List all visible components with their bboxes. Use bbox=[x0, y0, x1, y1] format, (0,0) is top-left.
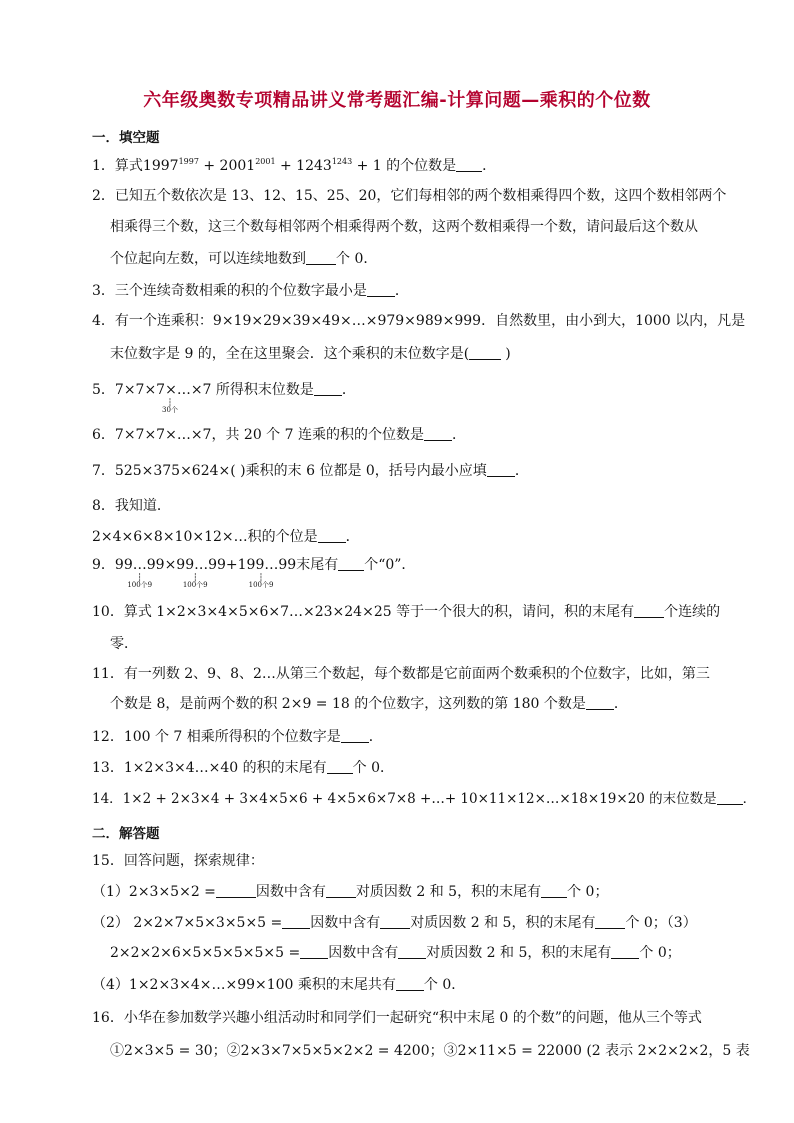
q1-exp-1: 1997 bbox=[178, 157, 199, 166]
answer-blank bbox=[396, 976, 424, 991]
question-13 bbox=[92, 759, 394, 777]
question-15-head: 15．回答问题，探索规律： bbox=[92, 853, 264, 869]
q14-end: ． bbox=[742, 791, 757, 807]
question-8-line-2 bbox=[92, 528, 360, 546]
question-11-line-2 bbox=[110, 695, 628, 713]
q12-end: ． bbox=[368, 729, 383, 745]
answer-blank bbox=[469, 345, 501, 360]
question-4-line-1: 4．有一个连乘积：9×19×29×39×49×…×979×989×999．自然数里，由小到大，1000 以内，凡是 bbox=[92, 313, 746, 329]
q15-3-text: 因数中含有 bbox=[328, 945, 399, 961]
q2-text-end: 个 0． bbox=[336, 251, 378, 267]
answer-blank bbox=[611, 944, 639, 959]
q15-4-end: 个 0． bbox=[423, 977, 466, 993]
q15-4-text: （4）1×2×3×4×…×99×100 乘积的末尾共有 bbox=[92, 977, 396, 993]
q8-end: ． bbox=[345, 529, 360, 545]
q9-term-1 bbox=[114, 556, 165, 589]
answer-blank bbox=[326, 883, 356, 898]
q9-term-2 bbox=[164, 556, 226, 589]
answer-blank bbox=[338, 556, 364, 571]
question-2-line-1: 2．已知五个数依次是 13、12、15、25、20，它们每相邻的两个数相乘得四个数，这四个数相邻两个 bbox=[92, 188, 727, 204]
q15-1-text-2: 对质因数 2 和 5，积的末尾有 bbox=[355, 884, 542, 900]
q9-underbrace-label: ┆ 100个9 bbox=[183, 575, 208, 589]
q11-text: 个数是 8，是前两个数的积 2×9 = 18 的个位数字，这列数的第 180 个数是 bbox=[110, 696, 586, 712]
q1-end: ． bbox=[482, 158, 497, 174]
question-16-line-1: 16．小华在参加数学兴趣小组活动时和同学们一起研究“积中末尾 0 的个数”的问题，他从三个等式 bbox=[92, 1010, 702, 1026]
question-15-part-2 bbox=[92, 914, 697, 932]
question-15-part-1 bbox=[92, 883, 608, 901]
q14-text: 14．1×2 + 2×3×4 + 3×4×5×6 + 4×5×6×7×8 +…+ 10×11×12×…×18×19×20 的末位数是 bbox=[92, 791, 717, 807]
answer-blank bbox=[717, 790, 743, 805]
q3-end: ． bbox=[394, 283, 409, 299]
q3-text: 3．三个连续奇数相乘的积的个位数字最小是 bbox=[92, 283, 367, 299]
question-15-part-4 bbox=[92, 976, 465, 994]
q9-term-3-text: +199…99 bbox=[225, 557, 297, 573]
q1-text-post: + 1 的个位数是 bbox=[352, 158, 457, 174]
question-10-line-2: 零． bbox=[110, 636, 138, 652]
document-title: 六年级奥数专项精品讲义常考题汇编-计算问题—乘积的个位数 bbox=[143, 90, 651, 111]
q6-end: ． bbox=[451, 427, 466, 443]
q9-end: 个“0”． bbox=[364, 557, 416, 573]
answer-blank bbox=[398, 944, 426, 959]
q9-number: 9． bbox=[92, 557, 115, 573]
q15-2-text: 因数中含有 bbox=[310, 915, 381, 931]
q15-1-end: 个 0； bbox=[567, 884, 609, 900]
answer-blank bbox=[318, 528, 346, 543]
question-15-part-3 bbox=[110, 944, 681, 962]
answer-blank bbox=[487, 462, 515, 477]
question-11-line-1: 11．有一列数 2、9、8、2…从第三个数起，每个数都是它前面两个数乘积的个位数字，比如，第三 bbox=[92, 666, 710, 682]
q15-2-end: 个 0；（3） bbox=[625, 915, 697, 931]
section-heading-fill-blank: 一．填空题 bbox=[92, 130, 160, 146]
q13-text: 13．1×2×3×4…×40 的积的末尾有 bbox=[92, 760, 327, 776]
q1-exp-3: 1243 bbox=[331, 157, 353, 166]
answer-blank bbox=[300, 944, 328, 959]
q5-product bbox=[92, 381, 314, 414]
q7-end: ． bbox=[514, 463, 529, 479]
question-3 bbox=[92, 282, 409, 300]
q4-text: 末位数字是 9 的，全在这里聚会．这个乘积的末位数字是( bbox=[110, 346, 470, 362]
answer-blank bbox=[367, 282, 395, 297]
q15-1-expr: （1）2×3×5×2 = bbox=[92, 884, 216, 900]
q9-underbrace-label: ┆ 100个9 bbox=[249, 575, 274, 589]
answer-blank bbox=[634, 603, 664, 618]
q2-text: 个位起向左数，可以连续地数到 bbox=[110, 251, 306, 267]
q1-base-1: 1997 bbox=[142, 158, 179, 174]
q1-text: 1．算式 bbox=[92, 158, 143, 174]
q9-text: 末尾有 bbox=[296, 557, 339, 573]
question-1 bbox=[92, 157, 496, 175]
q1-base-2: + 2001 bbox=[198, 158, 256, 174]
q4-end: ) bbox=[505, 346, 511, 362]
q15-2-expr: （2） 2×2×7×5×3×5×5 = bbox=[92, 915, 283, 931]
q1-exp-2: 2001 bbox=[255, 157, 276, 166]
q15-2-text-2: 对质因数 2 和 5，积的末尾有 bbox=[410, 915, 596, 931]
answer-blank bbox=[424, 426, 452, 441]
answer-blank bbox=[314, 381, 342, 396]
q6-text: 6．7×7×7×…×7，共 20 个 7 连乘的积的个位数是 bbox=[92, 427, 424, 443]
question-9 bbox=[92, 556, 416, 589]
question-7 bbox=[92, 462, 529, 480]
q15-1-text: 因数中含有 bbox=[255, 884, 326, 900]
q9-term-2-text: ×99…99 bbox=[164, 557, 226, 573]
q12-text: 12．100 个 7 相乘所得积的个位数字是 bbox=[92, 729, 341, 745]
question-10-line-1 bbox=[92, 603, 720, 621]
q13-end: 个 0． bbox=[352, 760, 394, 776]
answer-blank bbox=[595, 914, 625, 929]
section-heading-answer: 二．解答题 bbox=[92, 826, 160, 842]
q7-text: 7．525×375×624×( )乘积的末 6 位都是 0，括号内最小应填 bbox=[92, 463, 487, 479]
question-12 bbox=[92, 728, 383, 746]
q15-3-end: 个 0； bbox=[639, 945, 681, 961]
question-8-line-1: 8．我知道． bbox=[92, 498, 171, 514]
q11-end: ． bbox=[613, 696, 628, 712]
q9-underbrace-label: ┆ 100个9 bbox=[127, 575, 152, 589]
answer-blank bbox=[456, 157, 482, 172]
q15-3-text-2: 对质因数 2 和 5，积的末尾有 bbox=[426, 945, 612, 961]
q5-end: ． bbox=[341, 382, 356, 398]
question-4-line-2 bbox=[110, 345, 511, 363]
question-16-line-2: ①2×3×5 = 30；②2×3×7×5×5×2×2 = 4200；③2×11×5 = 22000 (2 表示 2×2×2×2，5 表 bbox=[110, 1043, 750, 1059]
question-2-line-3 bbox=[110, 250, 377, 268]
answer-blank bbox=[327, 759, 353, 774]
question-2-line-2: 相乘得三个数，这三个数每相邻两个相乘得两个数，这两个数相乘得一个数，请问最后这个数从 bbox=[110, 219, 698, 235]
q10-text: 10．算式 1×2×3×4×5×6×7…×23×24×25 等于一个很大的积，请问，积的末尾有 bbox=[92, 604, 635, 620]
q9-term-3 bbox=[225, 556, 297, 589]
q1-base-3: + 1243 bbox=[275, 158, 332, 174]
question-6 bbox=[92, 426, 466, 444]
answer-blank bbox=[216, 883, 256, 898]
q10-text-end: 个连续的 bbox=[664, 604, 721, 620]
answer-blank bbox=[341, 728, 369, 743]
question-5 bbox=[92, 381, 356, 414]
answer-blank bbox=[541, 883, 567, 898]
answer-blank bbox=[380, 914, 410, 929]
question-14 bbox=[92, 790, 756, 808]
answer-blank bbox=[306, 250, 336, 265]
q15-3-expr: 2×2×2×6×5×5×5×5×5 = bbox=[110, 945, 301, 961]
q5-text: 5．7×7×7×…×7 所得积末位数是 bbox=[92, 382, 314, 398]
q8-text: 2×4×6×8×10×12×…积的个位是 bbox=[92, 529, 318, 545]
answer-blank bbox=[586, 695, 614, 710]
answer-blank bbox=[282, 914, 310, 929]
q5-underbrace-label: ┆ 30个 bbox=[162, 400, 178, 414]
q9-term-1-text: 99…99 bbox=[114, 557, 165, 573]
